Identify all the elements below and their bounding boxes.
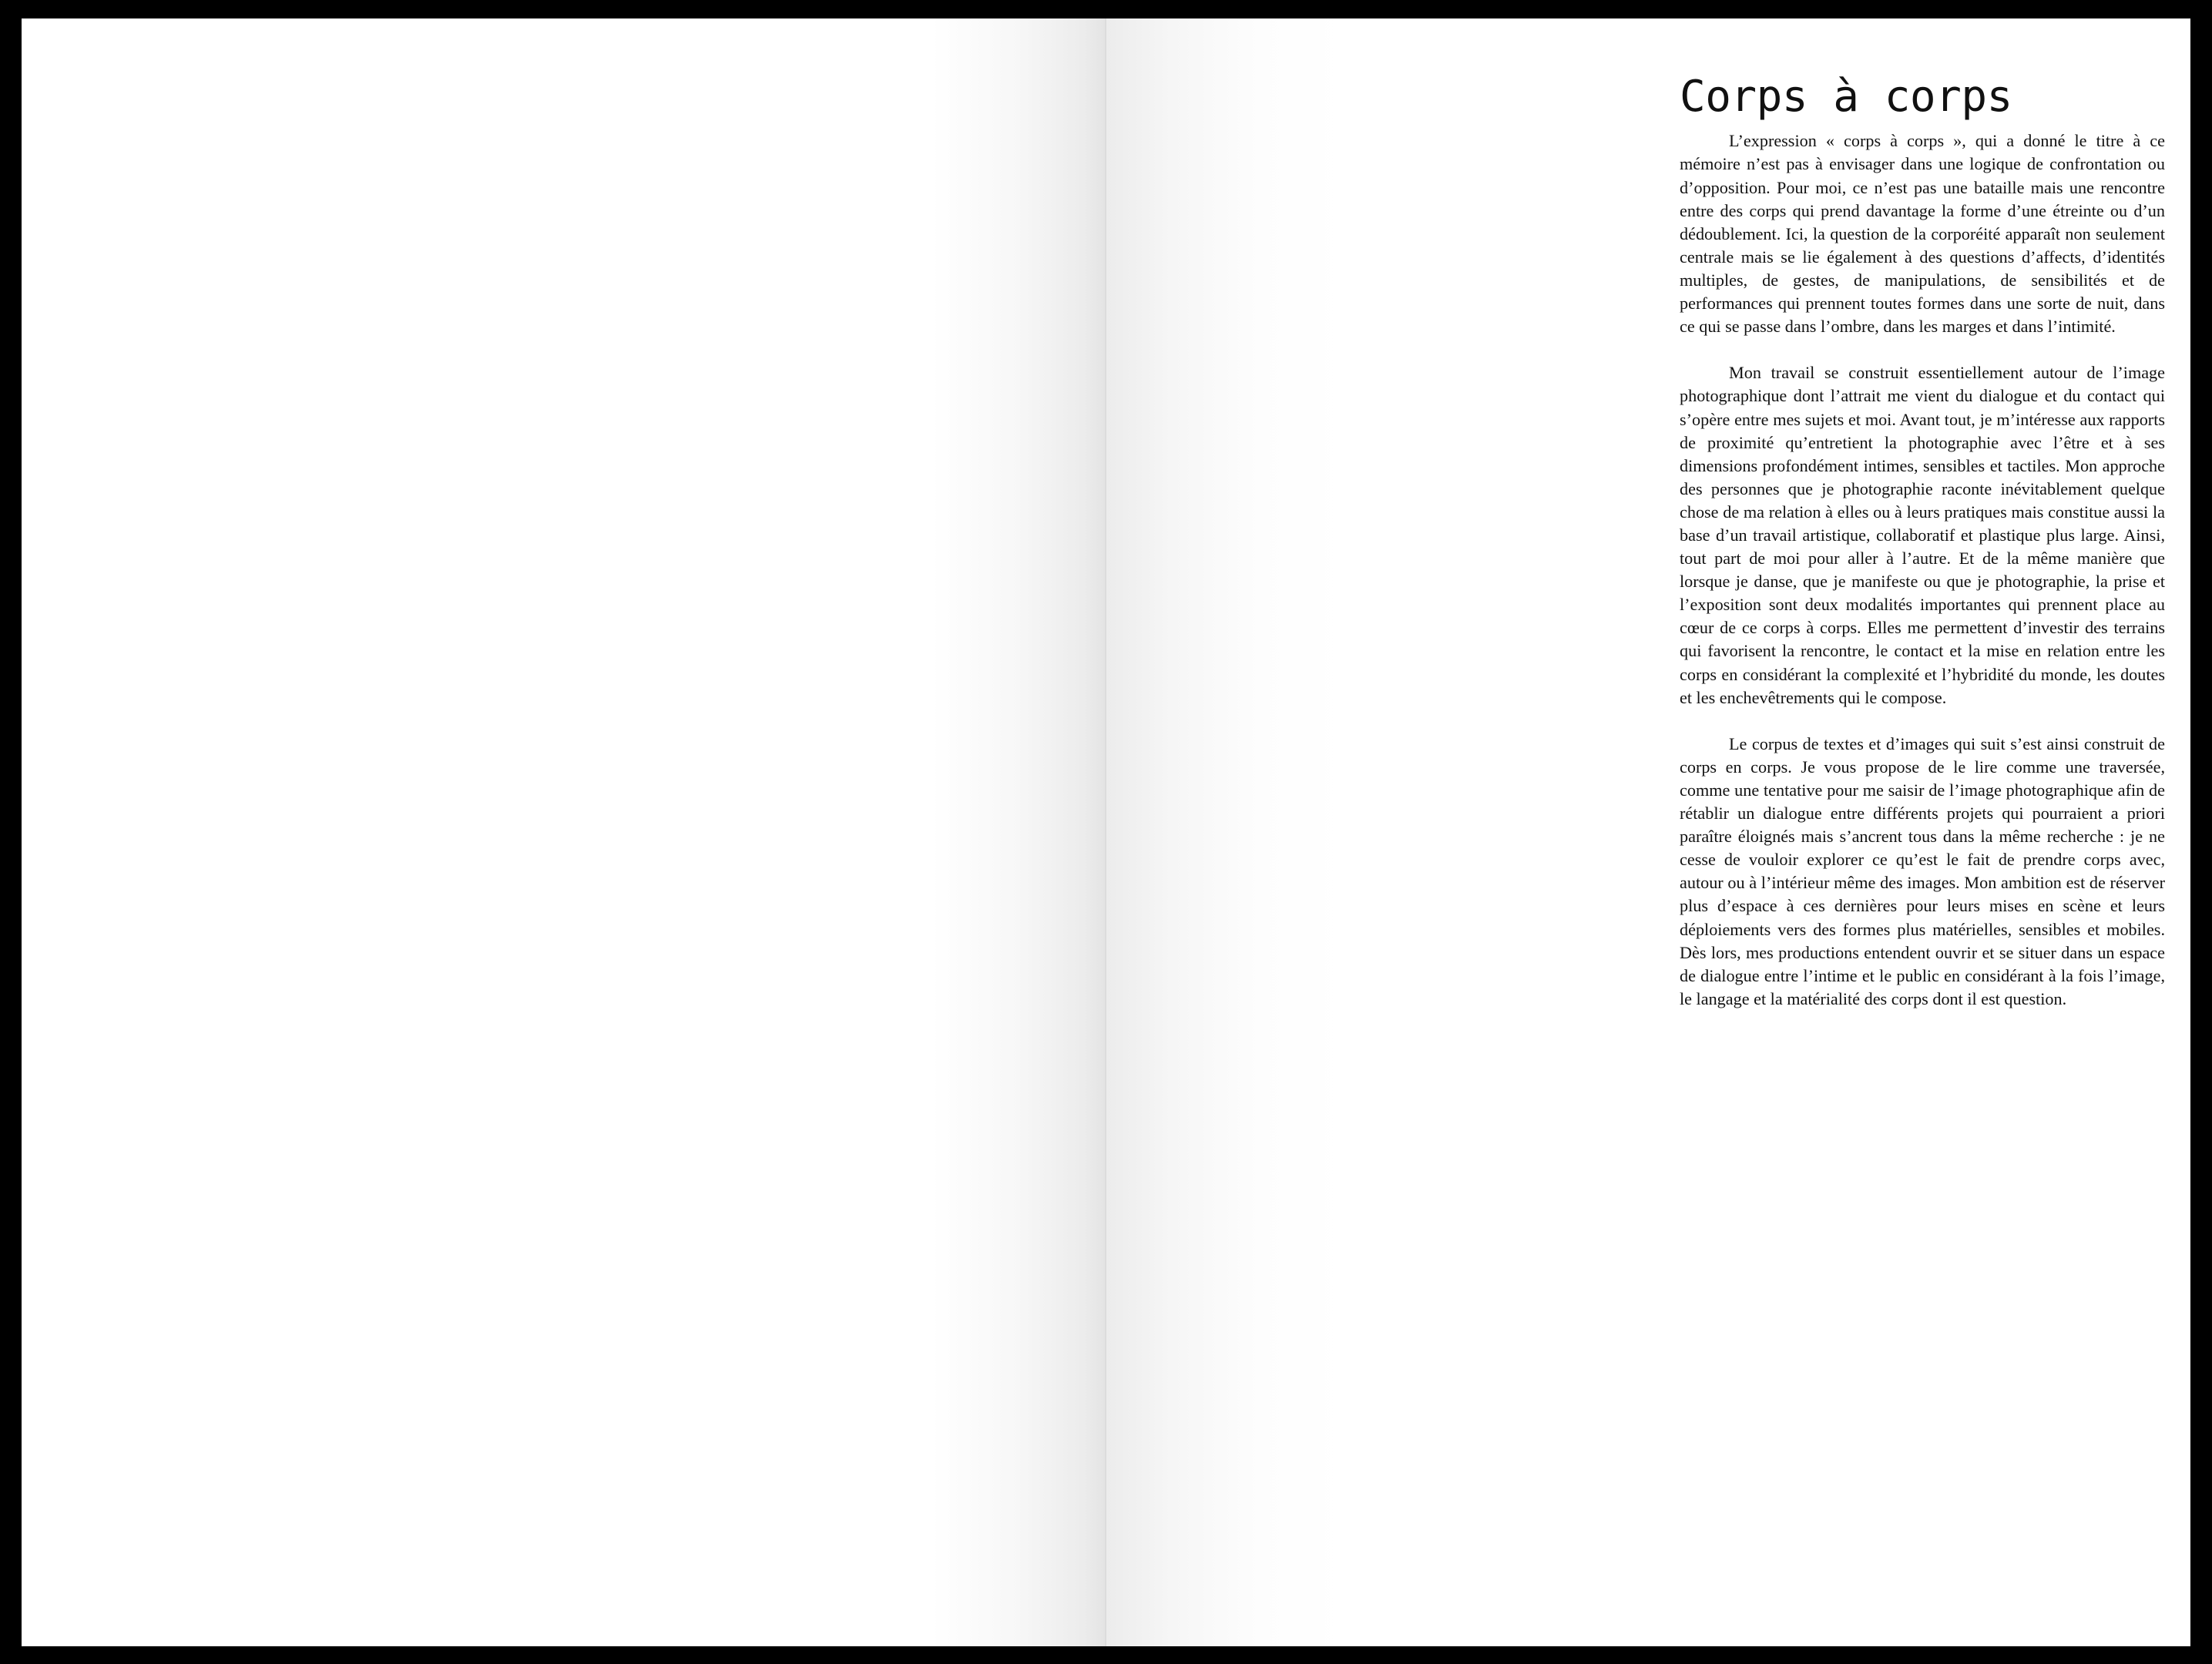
paragraph-3: Le corpus de textes et d’images qui suit s’est ainsi construit de corps en corps. Je vous propose de le lire comme une traversée, comme une tentative pour me saisir de l’image photographique afin de rétablir un dialogue entre différents projets qui pourraient a priori paraître éloignés mais s’ancrent tous dans la même recherche : je ne cesse de vouloir explorer ce qu’est le fait de prendre corps avec, autour ou à l’intérieur même des images. Mon ambition est de réserver plus d’espace à ces dernières pour leurs mises en scène et leurs déploiements vers des formes plus matérielles, sensibles et mobiles. Dès lors, mes productions entendent ouvrir et se situer dans un espace de dialogue entre l’intime et le public en considérant à la fois l’image, le langage et la matérialité des corps dont il est question. [1680,733,2165,1008]
left-page [22,18,1105,1646]
text-column [1680,72,2165,1034]
right-page [1106,18,2190,1646]
page-title: Corps à corps [1680,72,2012,122]
paragraph-2: Mon travail se construit essentiellement autour de l’image photographique dont l’attrait me vient du dialogue et du contact qui s’opère entre mes sujets et moi. Avant tout, je m’intéresse aux rapports de proximité qu’entretient la photographie avec l’être et à ses dimensions profondément intimes, sensibles et tactiles. Mon approche des personnes que je photographie raconte inévitablement quelque chose de ma relation à elles ou à leurs pratiques mais constitue aussi la base d’un travail artistique, collaboratif et plastique plus large. Ainsi, tout part de moi pour aller à l’autre. Et de la même manière que lorsque je danse, que je manifeste ou que je photographie, la prise et l’exposition sont deux modalités importantes qui prennent place au cœur de ce corps à corps. Elles me permettent d’investir des terrains qui favorisent la rencontre, le contact et la mise en relation entre les corps en considérant la complexité et l’hybridité du monde, les doutes et les enchevêtrements qui le compose. [1680,363,2165,707]
book-spread [22,18,2190,1646]
paragraph-1: L’expression « corps à corps », qui a donné le titre à ce mémoire n’est pas à envisager dans une logique de confrontation ou d’opposition. Pour moi, ce n’est pas une bataille mais une rencontre entre des corps qui prend davantage la forme d’une étreinte ou d’un dédoublement. Ici, la question de la corporéité apparaît non seulement centrale mais se lie également à des questions d’affects, d’identités multiples, de gestes, de manipulations, de sensibilités et de performances qui prennent toutes formes dans une sorte de nuit, dans ce qui se passe dans l’ombre, dans les marges et dans l’intimité. [1680,131,2165,337]
